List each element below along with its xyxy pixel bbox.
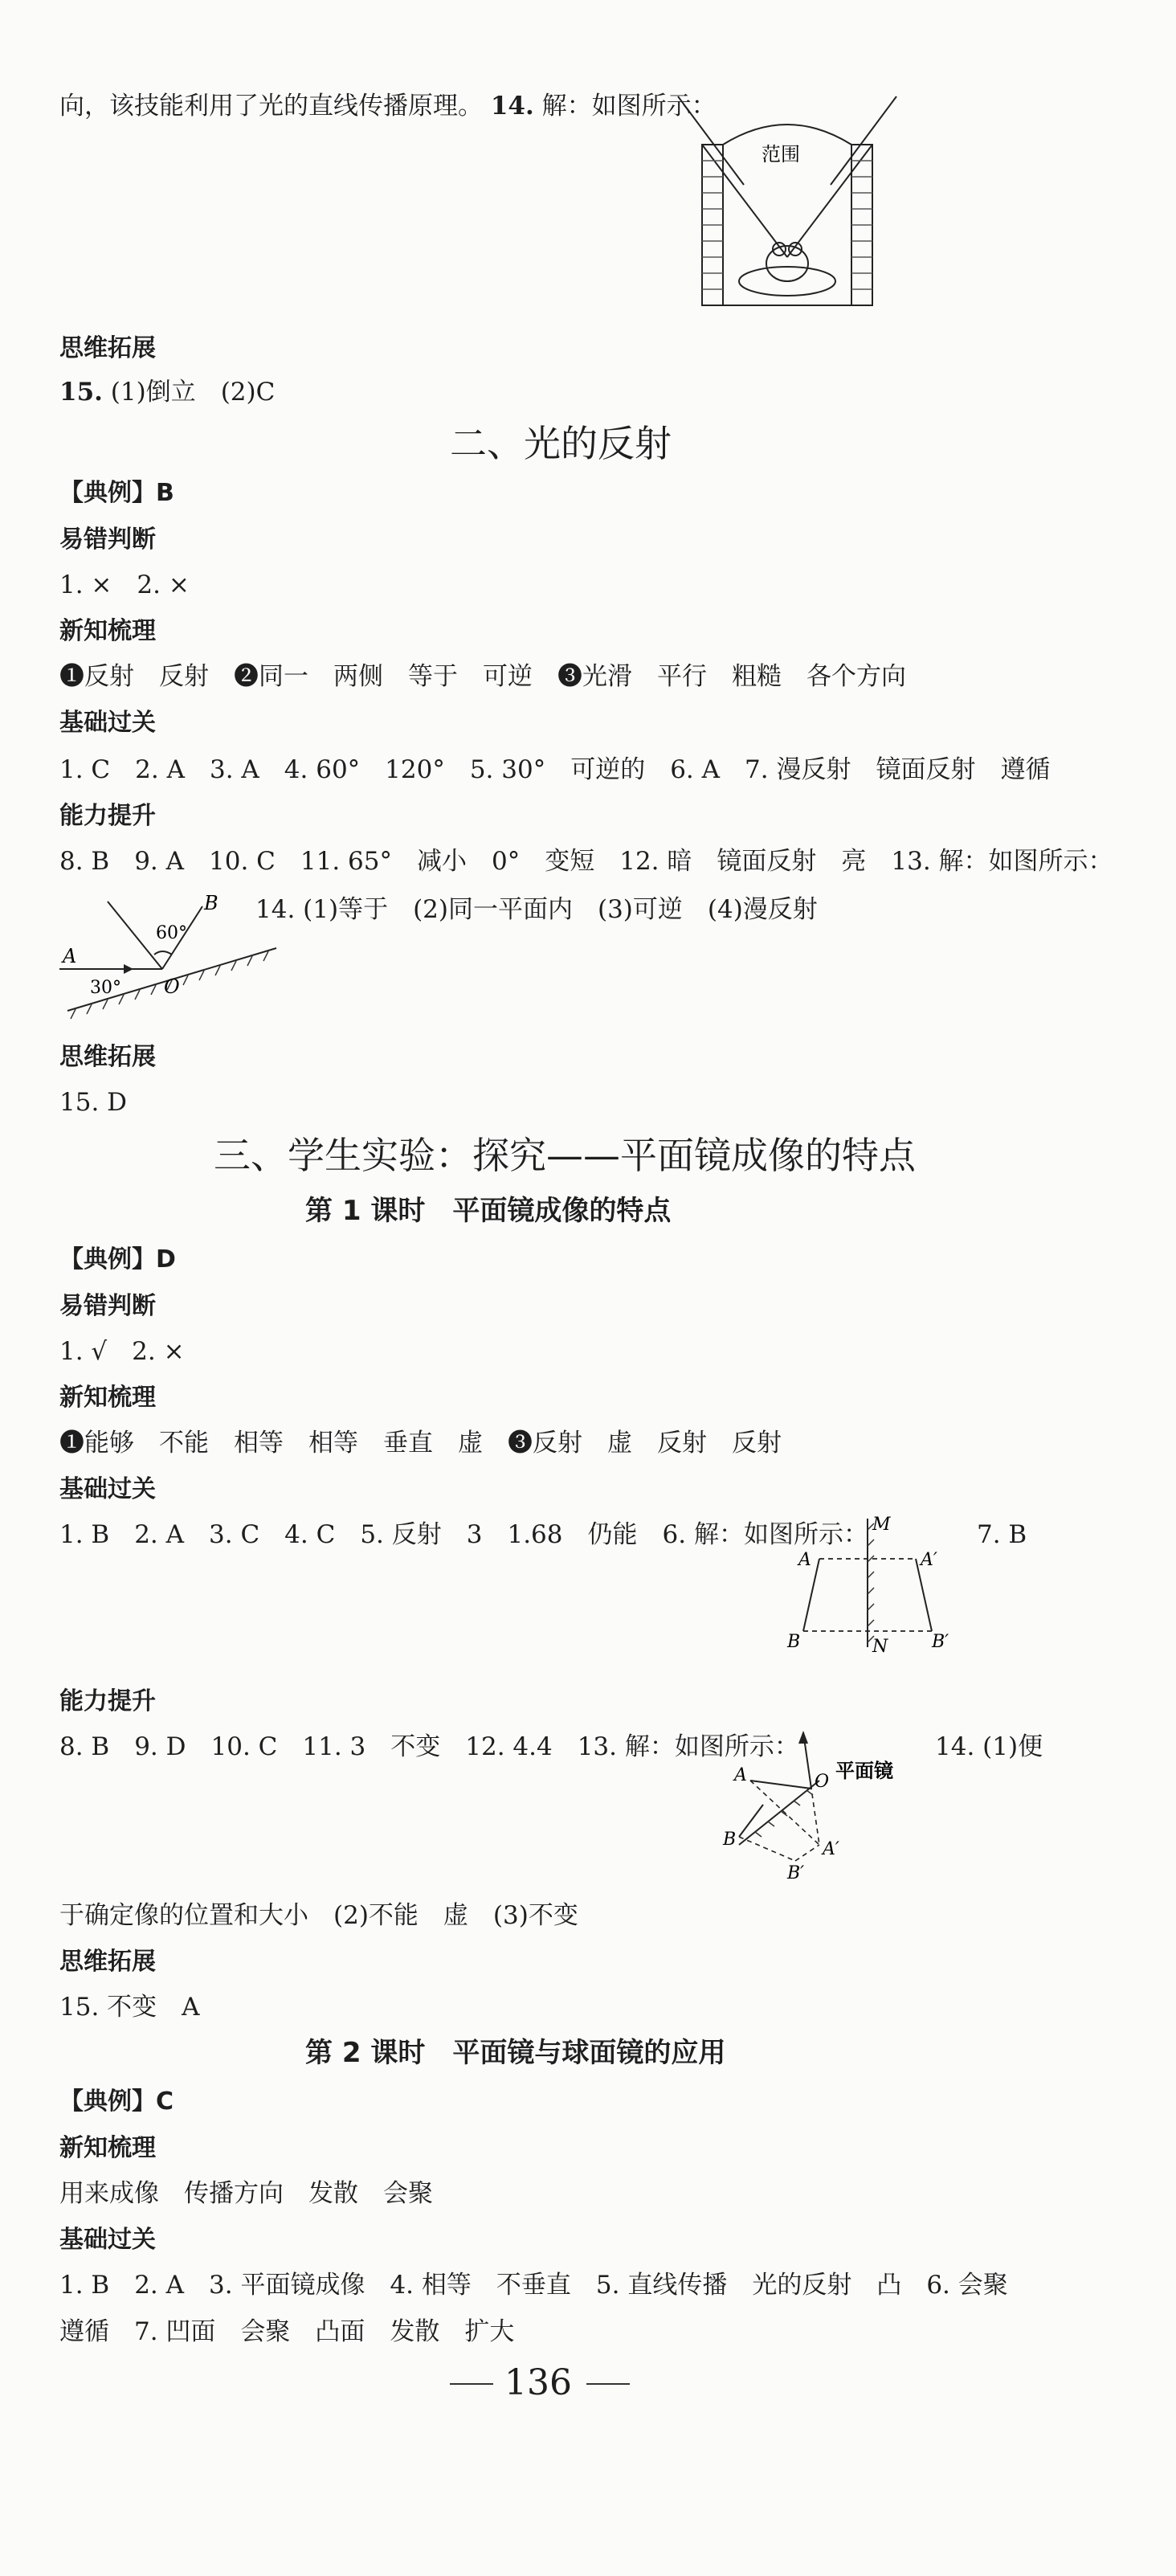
- section-heading: 基础过关: [59, 2226, 156, 2254]
- text-line: 1. B 2. A 3. C 4. C 5. 反射 3 1.68 仍能 6. 解：如图所示：: [59, 1520, 868, 1549]
- fig2-label-o: O: [164, 975, 180, 998]
- fig3-label-a-prime: A′: [921, 1550, 937, 1570]
- fig2-angle-30: 30°: [90, 978, 121, 998]
- page-number-rule-left: [450, 2383, 493, 2385]
- text-line: 8. B 9. D 10. C 11. 3 不变 12. 4.4 13. 解：如图所示：: [59, 1732, 799, 1761]
- lesson-title: 第 2 课时 平面镜与球面镜的应用: [305, 2037, 726, 2069]
- plane-mirror-figure: [779, 1511, 972, 1655]
- page-number: 136: [504, 2362, 572, 2403]
- fig1-label: 范围: [762, 143, 800, 166]
- text-line: [59, 88, 717, 124]
- fig4-label-b: B: [723, 1830, 737, 1850]
- example-line: 【典例】D: [59, 1245, 176, 1274]
- fig3-label-b-prime: B′: [932, 1632, 949, 1652]
- text-span: (1)倒立 (2)C: [102, 378, 276, 407]
- section-heading: 思维拓展: [59, 334, 156, 362]
- fig2-label-a: A: [63, 945, 77, 967]
- text-line: 用来成像 传播方向 发散 会聚: [59, 2179, 433, 2208]
- text-line: 1. √ 2. ×: [59, 1337, 185, 1366]
- text-line: ❶能够 不能 相等 相等 垂直 虚 ❸反射 虚 反射 反射: [59, 1429, 782, 1458]
- section-title: 三、学生实验：探究——平面镜成像的特点: [214, 1134, 916, 1177]
- fig4-label-a: A: [734, 1765, 747, 1785]
- section-heading: 基础过关: [59, 709, 156, 737]
- section-heading: 基础过关: [59, 1475, 156, 1503]
- text-line: 1. C 2. A 3. A 4. 60° 120° 5. 30° 可逆的 6. A 7. 漫反射 镜面反射 遵循: [59, 755, 1051, 784]
- section-heading: 能力提升: [59, 1687, 156, 1715]
- text-span: 向，该技能利用了光的直线传播原理。: [59, 92, 491, 121]
- fig2-label-b: B: [204, 892, 218, 914]
- lesson-title: 第 1 课时 平面镜成像的特点: [305, 1195, 672, 1227]
- section-heading: 易错判断: [59, 525, 156, 554]
- text-line: 7. B: [977, 1520, 1027, 1549]
- text-line: 14. (1)等于 (2)同一平面内 (3)可逆 (4)漫反射: [255, 895, 818, 924]
- example-line: 【典例】C: [59, 2087, 174, 2116]
- section-heading: 新知梳理: [59, 1384, 156, 1412]
- fig4-mirror-label: 平面镜: [835, 1760, 893, 1782]
- section-heading: 思维拓展: [59, 1043, 156, 1071]
- text-line: [59, 374, 275, 410]
- text-line: 8. B 9. A 10. C 11. 65° 减小 0° 变短 12. 暗 镜面反射 亮 13. 解：如图所示：: [59, 847, 1113, 876]
- fig3-label-a: A: [798, 1550, 811, 1570]
- section-heading: 新知梳理: [59, 617, 156, 645]
- text-line: 于确定像的位置和大小 (2)不能 虚 (3)不变: [59, 1901, 578, 1930]
- text-line: ❶反射 反射 ❷同一 两侧 等于 可逆 ❸光滑 平行 粗糙 各个方向: [59, 662, 906, 691]
- section-heading: 能力提升: [59, 802, 156, 830]
- question-number: 14.: [490, 92, 534, 121]
- text-line: 遵循 7. 凹面 会聚 凸面 发散 扩大: [59, 2317, 515, 2346]
- text-line: 1. × 2. ×: [59, 570, 190, 599]
- example-line: 【典例】B: [59, 479, 174, 507]
- page-number-rule-right: [586, 2383, 630, 2385]
- section-heading: 易错判断: [59, 1292, 156, 1320]
- fig3-label-b: B: [787, 1632, 801, 1652]
- frog-well-figure: [675, 80, 900, 321]
- section-title: 二、光的反射: [450, 422, 672, 465]
- text-line: 15. D: [59, 1088, 128, 1117]
- fig2-angle-60: 60°: [156, 923, 187, 943]
- fig4-label-a-prime: A′: [823, 1839, 839, 1859]
- text-span: 解：如图所示：: [533, 92, 717, 121]
- fig4-label-o: O: [815, 1772, 830, 1792]
- section-heading: 新知梳理: [59, 2134, 156, 2162]
- question-number: 15.: [59, 378, 103, 407]
- text-line: 15. 不变 A: [59, 1993, 200, 2022]
- fig4-label-b-prime: B′: [787, 1863, 805, 1883]
- text-line: 1. B 2. A 3. 平面镜成像 4. 相等 不垂直 5. 直线传播 光的反射 凸 6. 会聚: [59, 2271, 1008, 2300]
- section-heading: 思维拓展: [59, 1948, 156, 1976]
- fig3-label-n: N: [872, 1637, 888, 1655]
- mirror-construction-figure: [715, 1724, 924, 1885]
- fig3-label-m: M: [872, 1515, 891, 1535]
- text-line: 14. (1)便: [935, 1732, 1043, 1761]
- reflection-figure: [59, 890, 284, 1027]
